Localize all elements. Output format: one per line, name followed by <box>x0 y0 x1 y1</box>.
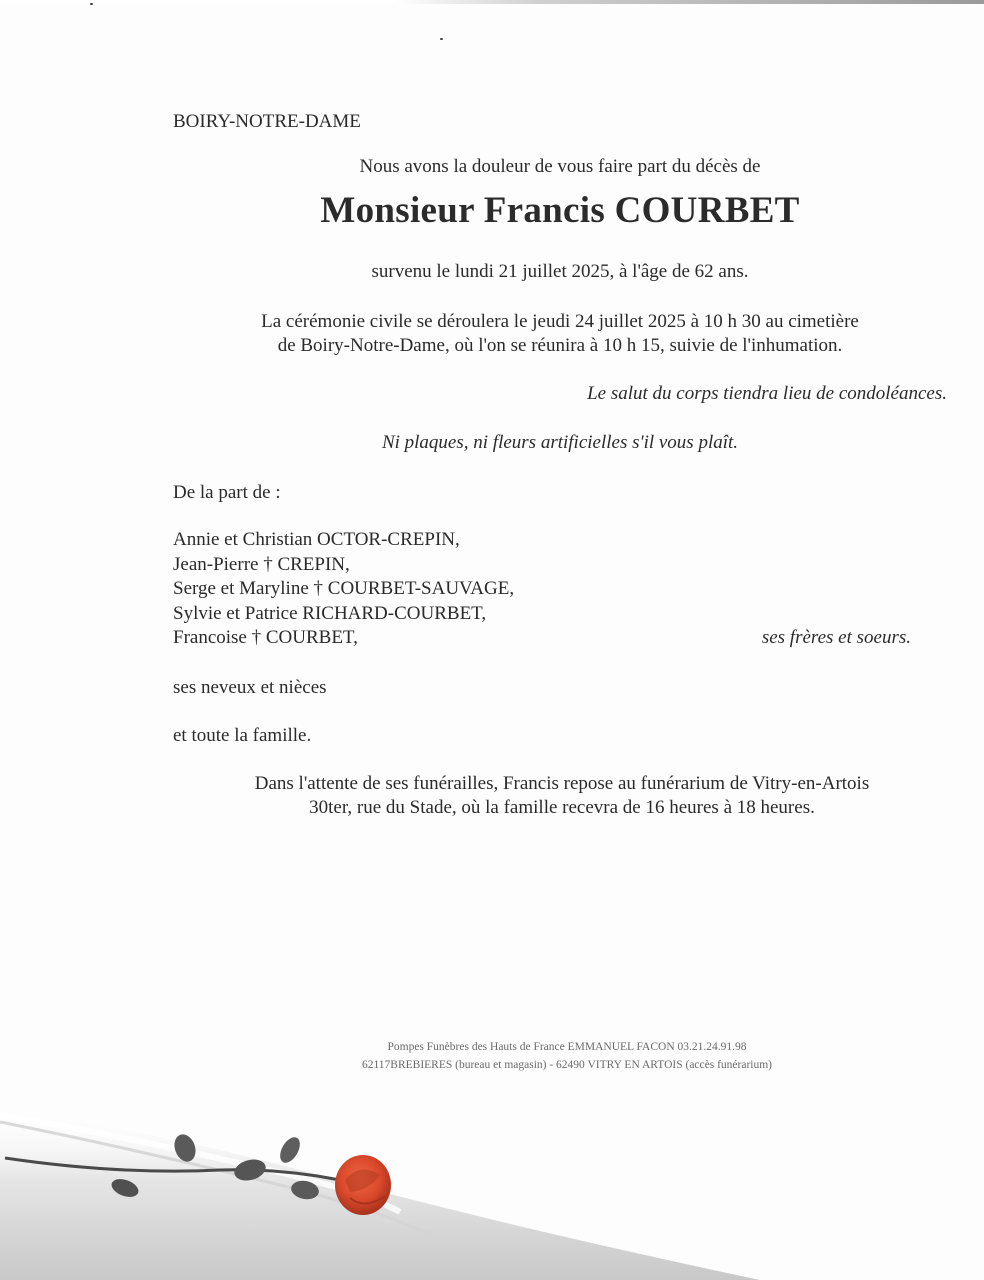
flowers-note: Ni plaques, ni fleurs artificielles s'il vous plaît. <box>381 432 739 453</box>
leaf <box>276 1134 304 1166</box>
nephews-text: ses neveux et nièces <box>173 677 327 698</box>
rose-on-sand-image <box>0 1040 984 1280</box>
family-list <box>173 528 514 651</box>
visitation-line-2: 30ter, rue du Stade, où la famille recevra de 16 heures à 18 heures. <box>309 797 815 818</box>
scan-speck <box>90 3 93 5</box>
scan-top-edge <box>0 0 984 4</box>
ceremony-line-1: La cérémonie civile se déroulera le jeudi 24 juillet 2025 à 10 h 30 au cimetière <box>261 311 859 332</box>
family-member: Sylvie et Patrice RICHARD-COURBET, <box>173 602 487 624</box>
family-member: Jean-Pierre † CREPIN, <box>173 553 350 575</box>
funeral-home-line-2: 62117BREBIERES (bureau et magasin) - 62490 VITRY EN ARTOIS (accès funérarium) <box>361 1059 773 1071</box>
intro-text: Nous avons la douleur de vous faire part du décès de <box>359 156 761 177</box>
from-label: De la part de : <box>173 482 281 503</box>
whole-family-text: et toute la famille. <box>173 725 312 746</box>
death-info: survenu le lundi 21 juillet 2025, à l'âge de 62 ans. <box>371 261 749 282</box>
deceased-name: Monsieur Francis COURBET <box>320 190 800 231</box>
family-member: Serge et Maryline † COURBET-SAUVAGE, <box>173 578 515 599</box>
visitation-line-1: Dans l'attente de ses funérailles, Francis repose au funérarium de Vitry-en-Artois <box>254 773 870 794</box>
condolences-note: Le salut du corps tiendra lieu de condoléances. <box>587 383 947 404</box>
family-member: Francoise † COURBET, <box>173 627 358 648</box>
siblings-label: ses frères et soeurs. <box>761 627 911 648</box>
family-member: Annie et Christian OCTOR-CREPIN, <box>173 529 460 550</box>
scan-speck <box>440 38 443 40</box>
ceremony-line-2: de Boiry-Notre-Dame, où l'on se réunira à 10 h 15, suivie de l'inhumation. <box>277 335 843 356</box>
funeral-home-line-1: Pompes Funèbres des Hauts de France EMMANUEL FACON 03.21.24.91.98 <box>387 1041 747 1053</box>
location-heading: BOIRY-NOTRE-DAME <box>173 111 361 132</box>
